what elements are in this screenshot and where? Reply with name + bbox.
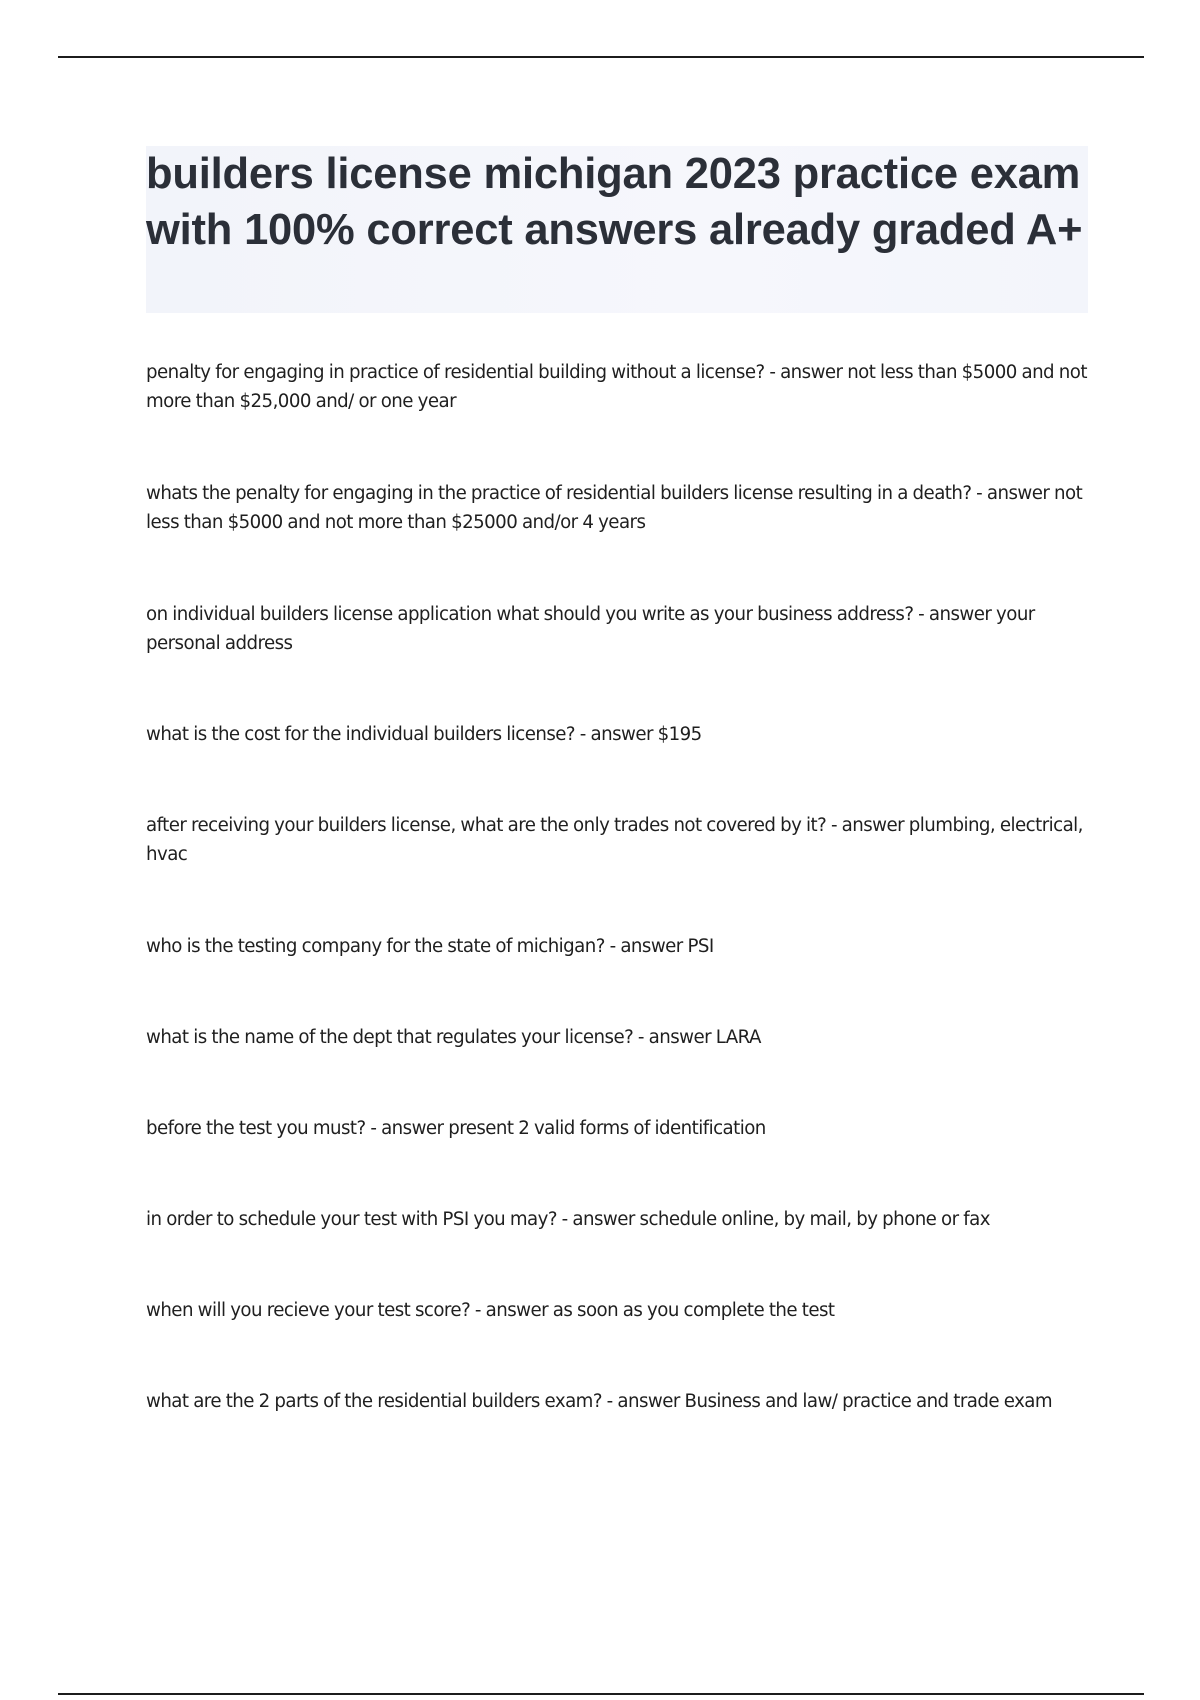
qa-item-8: before the test you must? - answer present 2 valid forms of identification	[146, 1118, 766, 1139]
qa-item-10: when will you recieve your test score? - answer as soon as you complete the test	[146, 1300, 835, 1321]
title-block	[146, 146, 1088, 313]
document-title: builders license michigan 2023 practice exam with 100% correct answers already graded A+	[146, 150, 1083, 254]
qa-item-1: penalty for engaging in practice of residential building without a license? - answer not less than $5000 and not more than $25,000 and/ or one year	[146, 362, 1087, 412]
qa-item-3: on individual builders license application what should you write as your business address? - answer your personal address	[146, 604, 1035, 654]
qa-item-5: after receiving your builders license, what are the only trades not covered by it? - answer plumbing, electrical, hvac	[146, 815, 1083, 865]
qa-item-4: what is the cost for the individual builders license? - answer $195	[146, 724, 702, 745]
top-divider	[58, 56, 1144, 58]
bottom-divider	[58, 1693, 1144, 1695]
qa-item-7: what is the name of the dept that regulates your license? - answer LARA	[146, 1027, 761, 1048]
qa-item-6: who is the testing company for the state of michigan? - answer PSI	[146, 936, 714, 957]
qa-item-11: what are the 2 parts of the residential builders exam? - answer Business and law/ practice and trade exam	[146, 1391, 1053, 1412]
qa-item-2: whats the penalty for engaging in the practice of residential builders license resulting in a death? - answer not less than $5000 and not more than $25000 and/or 4 years	[146, 483, 1083, 533]
qa-item-9: in order to schedule your test with PSI you may? - answer schedule online, by mail, by phone or fax	[146, 1209, 990, 1230]
